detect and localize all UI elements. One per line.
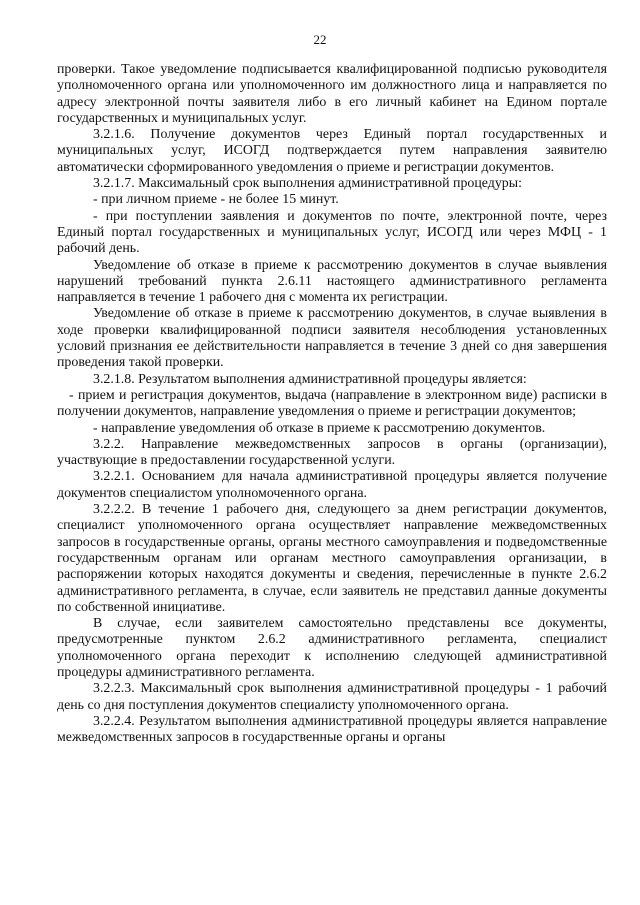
paragraph-3-2-2-1: 3.2.2.1. Основанием для начала административной процедуры является получение документов специалистом уполномоченного органа. [57,469,607,501]
list-item-personal-reception: - при личном приеме - не более 15 минут. [93,192,339,208]
paragraph-notification-signature: проверки. Такое уведомление подписывается квалифицированной подписью руководителя уполномоченного органа или уполномоченного им должностного лица и направляется по адресу электронной почты заявителя либо в его личный кабинет на Едином портале государственных и муниципальных услуг. [57,62,607,126]
paragraph-refusal-notice-signature: Уведомление об отказе в приеме к рассмотрению документов, в случае выявления в ходе проверки квалифицированной подписи заявителя несоблюдения установленных условий признания ее действительности направляется в течение 3 дней со дня завершения проведения такой проверки. [57,306,607,371]
paragraph-3-2-2-3: 3.2.2.3. Максимальный срок выполнения административной процедуры - 1 рабочий день со дня поступления документов специалисту уполномоченного органа. [57,681,607,713]
paragraph-3-2-1-7: 3.2.1.7. Максимальный срок выполнения административной процедуры: [93,176,522,192]
list-item-registration-result: - прием и регистрация документов, выдача (направление в электронном виде) расписки в получении документов, направление уведомления о приеме и регистрации документов; [57,387,607,420]
list-item-mail-submission: - при поступлении заявления и документов по почте, электронной почте, через Единый портал государственных и муниципальных услуг, ИСОГД или через МФЦ - 1 рабочий день. [57,208,607,257]
paragraph-refusal-notice-violations: Уведомление об отказе в приеме к рассмотрению документов в случае выявления нарушений требований пункта 2.6.11 настоящего административного регламента направляется в течение 1 рабочего дня с момента их регистрации. [57,257,607,306]
paragraph-self-submitted-documents: В случае, если заявителем самостоятельно представлены все документы, предусмотренные пунктом 2.6.2 административного регламента, специалист уполномоченного органа переходит к исполнению следующей административной процедуры административного регламента. [57,616,607,680]
paragraph-3-2-1-6: 3.2.1.6. Получение документов через Единый портал государственных и муниципальных услуг, ИСОГД подтверждается путем направления заявителю автоматически сформированного уведомления о приеме и регистрации документов. [57,127,607,175]
document-body [57,62,607,746]
paragraph-3-2-2: 3.2.2. Направление межведомственных запросов в органы (организации), участвующие в предоставлении государственной услуги. [57,436,607,469]
paragraph-3-2-2-2: 3.2.2.2. В течение 1 рабочего дня, следующего за днем регистрации документов, специалист уполномоченного органа осуществляет направление межведомственных запросов в государственные органы, органы местного самоуправления и подведомственные государственным органам или органам местного самоуправления организации, в распоряжении которых находятся документы и сведения, перечисленные в пункте 2.6.2 административного регламента, в случае, если заявитель не представил данные документы по собственной инициативе. [57,502,607,615]
paragraph-3-2-1-8: 3.2.1.8. Результатом выполнения административной процедуры является: [93,371,527,387]
paragraph-3-2-2-4: 3.2.2.4. Результатом выполнения административной процедуры является направление межведомственных запросов в государственные органы и органы [57,713,607,746]
page-number: 22 [313,32,327,47]
list-item-refusal-result: - направление уведомления об отказе в приеме к рассмотрению документов. [93,420,546,436]
